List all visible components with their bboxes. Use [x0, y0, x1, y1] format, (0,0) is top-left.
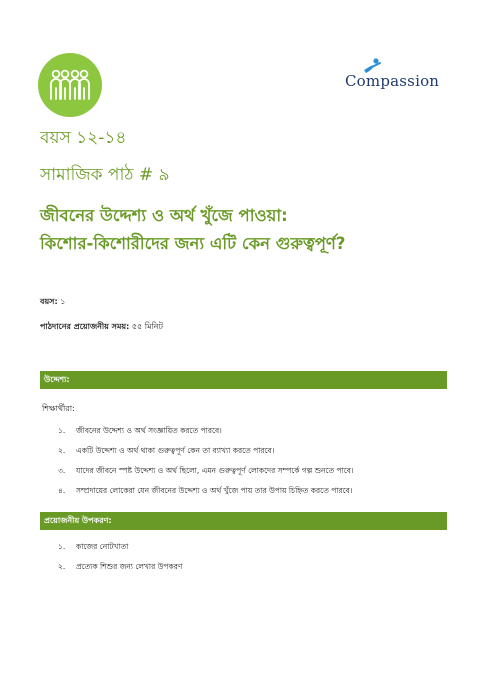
list-item: ২. একটি উদ্দেশ্য ও অর্থ থাকা গুরুত্বপূর্ণ কেন তা ব্যাখ্যা করতে পারবে। — [58, 446, 275, 455]
brand-name: Compassion — [345, 72, 440, 90]
list-item: ১. জীবনের উদ্দেশ্য ও অর্থ সংজ্ঞায়িত করতে পারবে। — [58, 426, 222, 435]
age-label: বয়স: — [40, 297, 58, 306]
list-item: ২. প্রত্যেক শিশুর জন্য লেখার উপকরণ — [58, 562, 183, 571]
objectives-heading: উদ্দেশ্য: — [40, 371, 447, 389]
age-group-badge — [38, 53, 102, 117]
objectives-intro: শিক্ষার্থীরা: — [42, 404, 75, 413]
age-value: ১ — [60, 297, 66, 306]
time-label: পাঠদানের প্রয়োজনীয় সময়: — [40, 322, 130, 331]
time-meta — [40, 321, 163, 334]
age-meta — [40, 296, 65, 309]
list-item: ৩. যাদের জীবনে স্পষ্ট উদ্দেশ্য ও অর্থ ছিলো, এমন গুরুত্বপূর্ণ লোকদের সম্পর্কে গল্প শুনতে পাবে। — [58, 466, 354, 475]
people-group-icon — [48, 68, 92, 102]
main-title — [40, 202, 460, 258]
main-title-line-2: কিশোর-কিশোরীদের জন্য এটি কেন গুরুত্বপূর্ণ? — [40, 234, 346, 253]
compassion-logo — [345, 58, 445, 98]
materials-list — [58, 542, 182, 574]
materials-heading: প্রয়োজনীয় উপকরণ: — [40, 512, 447, 530]
objectives-list — [58, 426, 354, 498]
list-item: ১. কাজের নোটখাতা — [58, 542, 129, 551]
list-item: ৪. সম্প্রদায়ের লোকেরা যেন জীবনের উদ্দেশ্য ও অর্থ খুঁজে পায় তার উপায় চিহ্নিত করতে পারবে। — [58, 486, 353, 495]
lesson-title: সামাজিক পাঠ # ৯ — [40, 165, 170, 185]
main-title-line-1: জীবনের উদ্দেশ্য ও অর্থ খুঁজে পাওয়া: — [40, 206, 288, 225]
time-value: ৫৫ মিনিট — [131, 322, 163, 331]
age-range: বয়স ১২-১৪ — [40, 128, 127, 148]
